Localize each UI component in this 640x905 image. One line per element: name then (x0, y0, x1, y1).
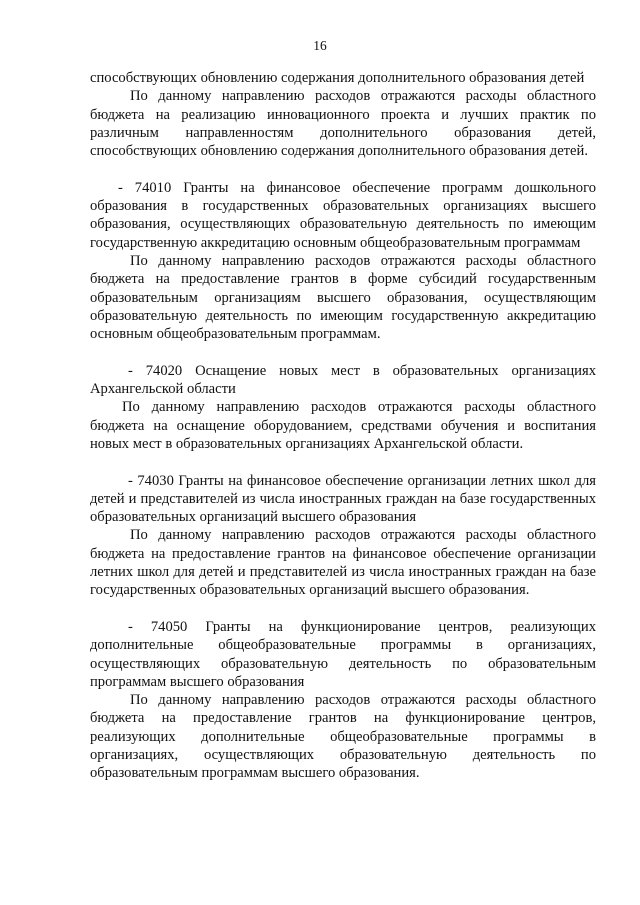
expense-item-74050: - 74050 Гранты на функционирование центров, реализующих дополнительные общеобразовательные программы в организациях, осуществляющих образовательную деятельность по образовательным программам высшего образования (90, 618, 596, 690)
page-number: 16 (313, 38, 327, 53)
paragraph-description: По данному направлению расходов отражаются расходы областного бюджета на оснащение оборудованием, средствами обучения и воспитания новых мест в образовательных организациях Архангельской области. (90, 399, 596, 452)
paragraph-description: По данному направлению расходов отражаются расходы областного бюджета на реализацию инновационного проекта и лучших практик по различным направленностям дополнительного образования детей, способствующих обновлению содержания дополнительного образования детей. (90, 88, 596, 160)
paragraph-description: По данному направлению расходов отражаются расходы областного бюджета на предоставление грантов на функционирование центров, реализующих дополнительные общеобразовательные программы в организациях, осуществляющих образовательную деятельность по образовательным программам высшего образования. (90, 692, 596, 782)
document-body (90, 69, 596, 783)
paragraph-continuation: способствующих обновлению содержания дополнительного образования детей (90, 70, 585, 86)
paragraph-description: По данному направлению расходов отражаются расходы областного бюджета на предоставление грантов на финансовое обеспечение организации летних школ для детей и представителей из числа иностранных граждан на базе государственных образовательных организаций высшего образования. (90, 527, 596, 599)
expense-item-74030: - 74030 Гранты на финансовое обеспечение организации летних школ для детей и представителей из числа иностранных граждан на базе государственных образовательных организаций высшего образования (90, 472, 596, 526)
paragraph-description: По данному направлению расходов отражаются расходы областного бюджета на предоставление грантов в форме субсидий государственным образовательным организациям высшего образования, осуществляющим образовательную деятельность по имеющим государственную аккредитацию основным общеобразовательным программам. (90, 252, 596, 343)
expense-item-74020: - 74020 Оснащение новых мест в образовательных организациях Архангельской области (90, 362, 596, 398)
expense-item-74010: - 74010 Гранты на финансовое обеспечение программ дошкольного образования в государственных образовательных организациях высшего образования, осуществляющих образовательную деятельность по имеющим государственную аккредитацию основным общеобразовательным программам (90, 179, 596, 251)
